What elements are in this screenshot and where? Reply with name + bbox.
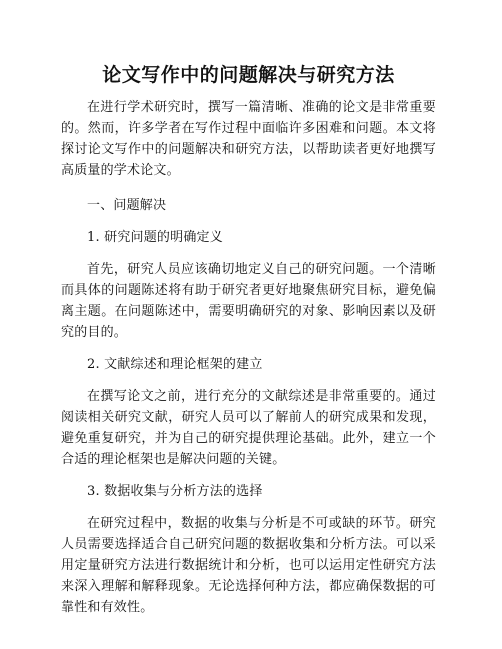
intro-paragraph: 在进行学术研究时，撰写一篇清晰、准确的论文是非常重要的。然而，许多学者在写作过程中面临许多困难和问题。本文将探讨论文写作中的问题解决和研究方法，以帮助读者更好地撰写高质量的学术论文。 — [61, 100, 436, 178]
subsection-body-3: 在研究过程中，数据的收集与分析是不可或缺的环节。研究人员需要选择适合自己研究问题的数据收集和分析方法。可以采用定量研究方法进行数据统计和分析，也可以运用定性研究方法来深入理解和解释现象。无论选择何种方法，都应确保数据的可靠性和有效性。 — [61, 516, 436, 615]
subsection-body-2: 在撰写论文之前，进行充分的文献综述是非常重要的。通过阅读相关研究文献，研究人员可以了解前人的研究成果和发现，避免重复研究，并为自己的研究提供理论基础。此外，建立一个合适的理论框架也是解决问题的关键。 — [61, 389, 436, 467]
subsection-heading-2: 2. 文献综述和理论框架的建立 — [87, 357, 263, 372]
subsection-body-1: 首先，研究人员应该确切地定义自己的研究问题。一个清晰而具体的问题陈述将有助于研究者更好地聚焦研究目标，避免偏离主题。在问题陈述中，需要明确研究的对象、影响因素以及研究的目的。 — [61, 262, 436, 340]
document-title: 论文写作中的问题解决与研究方法 — [102, 64, 395, 86]
section-heading-problem-solving: 一、问题解决 — [87, 198, 167, 213]
subsection-heading-3: 3. 数据收集与分析方法的选择 — [87, 484, 263, 499]
subsection-heading-1: 1. 研究问题的明确定义 — [87, 230, 223, 245]
